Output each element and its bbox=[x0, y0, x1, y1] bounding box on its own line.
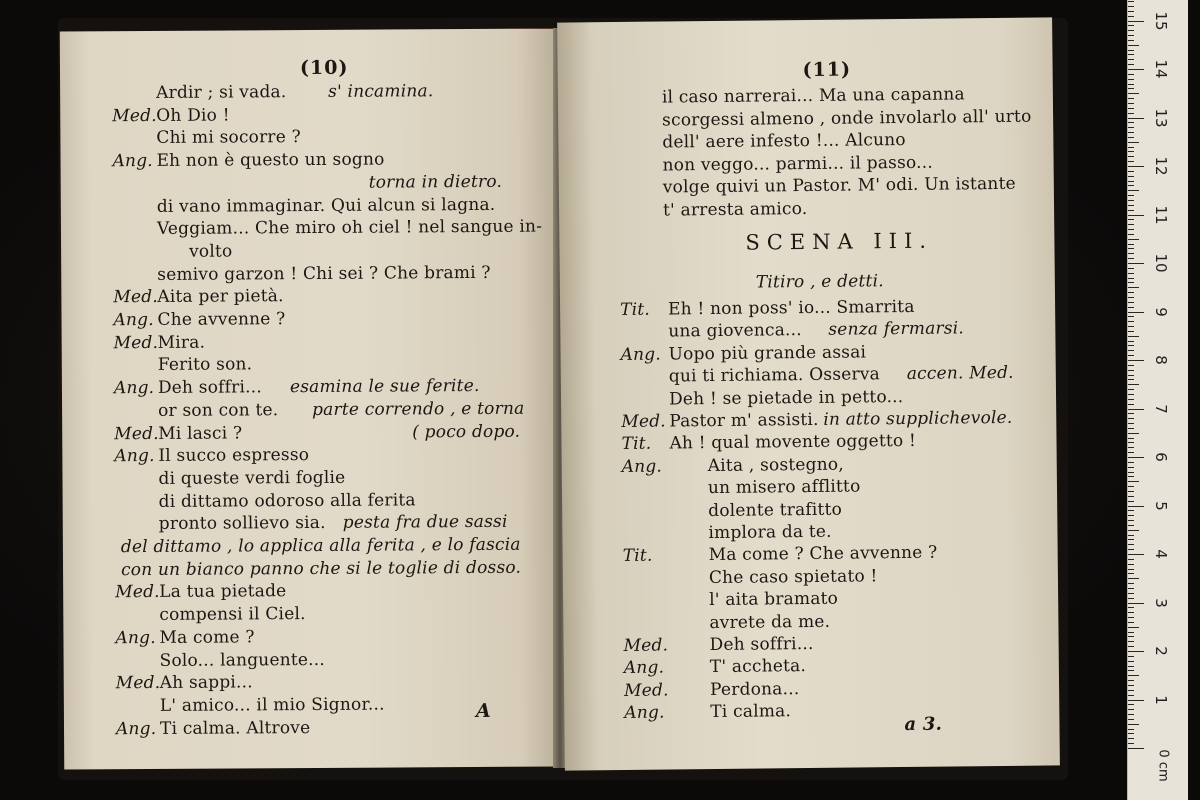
measurement-ruler bbox=[1127, 0, 1188, 800]
verse-line: di vano immaginar. Qui alcun si lagna. bbox=[156, 194, 496, 217]
stage-direction: pesta fra due sassi bbox=[342, 512, 508, 534]
right-page bbox=[557, 17, 1060, 770]
verse-line: Deh soffri... bbox=[157, 377, 262, 399]
verse-line: Che caso spietato ! bbox=[708, 566, 878, 588]
speaker-label: Tit. bbox=[620, 299, 651, 320]
ruler-tick bbox=[1128, 278, 1134, 279]
speaker-label: Med. bbox=[113, 287, 158, 308]
speaker-label: Med. bbox=[115, 582, 160, 603]
ruler-tick bbox=[1128, 423, 1134, 424]
stage-direction: ( poco dopo. bbox=[412, 421, 521, 442]
verse-line: L' amico... il mio Signor... bbox=[159, 694, 385, 716]
ruler-tick bbox=[1128, 50, 1134, 51]
ruler-tick bbox=[1128, 127, 1134, 128]
ruler-tick bbox=[1128, 666, 1134, 667]
ruler-tick bbox=[1128, 248, 1134, 249]
ruler-tick bbox=[1128, 428, 1134, 429]
verse-line: Uopo più grande assai bbox=[668, 342, 867, 365]
ruler-tick bbox=[1128, 161, 1134, 162]
stage-direction: senza fermarsi. bbox=[828, 318, 965, 341]
speaker-label: Ang. bbox=[621, 456, 663, 477]
speaker-label: Med. bbox=[623, 635, 669, 656]
ruler-tick bbox=[1128, 646, 1134, 647]
verse-line: Ardir ; si vada. bbox=[156, 82, 287, 103]
verse-line: il caso narrerai... Ma una capanna bbox=[661, 84, 965, 108]
speaker-label: Med. bbox=[115, 673, 161, 694]
ruler-tick bbox=[1128, 733, 1134, 734]
ruler-tick bbox=[1128, 224, 1134, 225]
ruler-tick bbox=[1128, 593, 1134, 594]
speaker-label: Ang. bbox=[112, 151, 153, 172]
ruler-tick bbox=[1128, 45, 1139, 46]
ruler-tick bbox=[1128, 617, 1134, 618]
ruler-tick bbox=[1128, 341, 1134, 342]
ruler-tick bbox=[1128, 544, 1134, 545]
ruler-tick bbox=[1128, 74, 1134, 75]
ruler-tick bbox=[1128, 118, 1144, 119]
ruler-tick bbox=[1128, 253, 1134, 254]
ruler-tick bbox=[1128, 312, 1144, 313]
ruler-tick bbox=[1128, 11, 1134, 12]
ruler-tick bbox=[1128, 467, 1134, 468]
ruler-tick bbox=[1128, 200, 1134, 201]
ruler-tick bbox=[1128, 588, 1134, 589]
ruler-tick bbox=[1128, 389, 1134, 390]
ruler-tick bbox=[1128, 263, 1144, 264]
verse-line: dell' aere infesto !... Alcuno bbox=[662, 130, 906, 153]
speaker-label: Tit. bbox=[621, 434, 652, 455]
ruler-tick bbox=[1128, 137, 1134, 138]
ruler-tick bbox=[1128, 515, 1134, 516]
ruler-tick bbox=[1128, 326, 1134, 327]
verse-line: Ma come ? bbox=[159, 627, 255, 648]
verse-line: Ferito son. bbox=[157, 354, 253, 376]
ruler-tick bbox=[1128, 438, 1134, 439]
verse-line: Ma come ? Che avvenne ? bbox=[708, 543, 938, 566]
ruler-tick bbox=[1128, 598, 1134, 599]
ruler-tick bbox=[1128, 627, 1139, 628]
verse-line: una giovenca... bbox=[668, 320, 802, 342]
speaker-label: Med. bbox=[621, 411, 666, 432]
speaker-label: Ang. bbox=[114, 446, 155, 467]
verse-line: di queste verdi foglie bbox=[158, 467, 346, 489]
ruler-tick bbox=[1128, 147, 1134, 148]
ruler-tick bbox=[1128, 447, 1134, 448]
ruler-tick bbox=[1128, 418, 1134, 419]
ruler-tick bbox=[1128, 331, 1134, 332]
ruler-tick bbox=[1128, 375, 1134, 376]
ruler-tick bbox=[1128, 6, 1134, 7]
ruler-tick bbox=[1128, 54, 1134, 55]
ruler-tick bbox=[1128, 486, 1134, 487]
ruler-tick bbox=[1128, 632, 1134, 633]
ruler-tick bbox=[1128, 472, 1134, 473]
verse-line: Perdona... bbox=[709, 678, 800, 700]
ruler-tick bbox=[1128, 98, 1134, 99]
signature-mark: a 3. bbox=[904, 713, 943, 736]
ruler-tick bbox=[1128, 539, 1134, 540]
ruler-tick bbox=[1128, 748, 1144, 749]
verse-line: Ah ! qual movente oggetto ! bbox=[669, 431, 917, 454]
verse-line: Mi lasci ? bbox=[158, 422, 243, 444]
ruler-tick bbox=[1128, 569, 1134, 570]
ruler-tick bbox=[1128, 239, 1139, 240]
ruler-tick bbox=[1128, 496, 1134, 497]
ruler-tick bbox=[1128, 573, 1134, 574]
verse-line: avrete da me. bbox=[709, 611, 831, 633]
stage-direction: s' incamina. bbox=[328, 81, 434, 102]
ruler-tick bbox=[1128, 190, 1139, 191]
verse-line: Deh soffri... bbox=[709, 633, 814, 656]
ruler-tick bbox=[1128, 132, 1134, 133]
ruler-tick bbox=[1128, 442, 1134, 443]
ruler-tick bbox=[1128, 268, 1134, 269]
ruler-tick bbox=[1128, 525, 1134, 526]
ruler-tick bbox=[1128, 282, 1134, 283]
verse-line: volge quivi un Pastor. M' odi. Un istante bbox=[662, 174, 1016, 198]
speaker-label: Ang. bbox=[624, 702, 665, 724]
ruler-tick bbox=[1128, 695, 1134, 696]
ruler-tick bbox=[1128, 399, 1134, 400]
ruler-tick bbox=[1128, 501, 1134, 502]
ruler-number: 9 bbox=[1152, 307, 1170, 317]
ruler-tick bbox=[1128, 30, 1134, 31]
speaker-label: Ang. bbox=[623, 657, 665, 679]
ruler-tick bbox=[1128, 355, 1134, 356]
ruler-tick bbox=[1128, 16, 1134, 17]
ruler-tick bbox=[1128, 510, 1134, 511]
ruler-tick bbox=[1128, 603, 1144, 604]
ruler-tick bbox=[1128, 559, 1134, 560]
ruler-tick bbox=[1128, 384, 1139, 385]
ruler-tick bbox=[1128, 481, 1139, 482]
ruler-number: 13 bbox=[1152, 108, 1170, 128]
ruler-tick bbox=[1128, 103, 1134, 104]
ruler-tick bbox=[1128, 307, 1134, 308]
verse-line: compensi il Ciel. bbox=[159, 604, 306, 626]
ruler-tick bbox=[1128, 79, 1134, 80]
ruler-tick bbox=[1128, 88, 1134, 89]
stage-direction: torna in dietro. bbox=[368, 171, 503, 193]
speaker-label: Ang. bbox=[113, 309, 154, 331]
ruler-tick bbox=[1128, 709, 1134, 710]
ruler-tick bbox=[1128, 452, 1134, 453]
verse-line: Eh ! non poss' io... Smarrita bbox=[668, 296, 915, 320]
ruler-tick bbox=[1128, 273, 1134, 274]
ruler-tick bbox=[1128, 321, 1134, 322]
ruler-tick bbox=[1128, 636, 1134, 637]
ruler-tick bbox=[1128, 491, 1134, 492]
ruler-tick bbox=[1128, 345, 1134, 346]
stage-direction: con un bianco panno che si le toglie di dosso. bbox=[120, 557, 522, 580]
ruler-tick bbox=[1128, 724, 1139, 725]
ruler-tick bbox=[1128, 743, 1134, 744]
left-page bbox=[60, 28, 561, 769]
ruler-tick bbox=[1128, 394, 1134, 395]
ruler-tick bbox=[1128, 370, 1134, 371]
ruler-tick bbox=[1128, 738, 1134, 739]
ruler-tick bbox=[1128, 656, 1134, 657]
verse-line: Ti calma. bbox=[710, 701, 792, 723]
speaker-label: Ang. bbox=[115, 627, 156, 648]
ruler-tick bbox=[1128, 607, 1134, 608]
speaker-label: Med. bbox=[112, 105, 157, 126]
ruler-number: 14 bbox=[1152, 59, 1170, 79]
verse-line: implora da te. bbox=[708, 521, 832, 544]
ruler-tick bbox=[1128, 181, 1134, 182]
verse-line: non veggo... parmi... il passo... bbox=[662, 152, 934, 176]
ruler-tick bbox=[1128, 108, 1134, 109]
speaker-label: Tit. bbox=[622, 546, 653, 567]
ruler-tick bbox=[1128, 64, 1134, 65]
ruler-number: 11 bbox=[1152, 205, 1170, 225]
ruler-tick bbox=[1128, 714, 1134, 715]
ruler-tick bbox=[1128, 690, 1134, 691]
verse-line: Ah sappi... bbox=[159, 672, 253, 694]
ruler-tick bbox=[1128, 219, 1134, 220]
verse-line: Deh ! se pietade in petto... bbox=[668, 386, 904, 410]
ruler-tick bbox=[1128, 549, 1134, 550]
verse-line: semivo garzon ! Chi sei ? Che brami ? bbox=[157, 262, 491, 285]
ruler-number: 6 bbox=[1152, 452, 1170, 462]
stage-direction: esamina le sue ferite. bbox=[289, 376, 480, 398]
verse-line: or son con te. bbox=[158, 399, 279, 421]
speaker-label: Ang. bbox=[113, 378, 155, 399]
ruler-tick bbox=[1128, 171, 1134, 172]
ruler-number: 1 bbox=[1152, 695, 1170, 705]
scene-heading: SCENA III. bbox=[745, 228, 934, 255]
ruler-tick bbox=[1128, 409, 1144, 410]
ruler-tick bbox=[1128, 35, 1134, 36]
ruler-tick bbox=[1128, 433, 1139, 434]
page-number: (10) bbox=[299, 56, 349, 80]
ruler-tick bbox=[1128, 622, 1134, 623]
ruler-number: 10 bbox=[1152, 253, 1170, 273]
speaker-label: Med. bbox=[113, 332, 159, 353]
ruler-tick bbox=[1128, 520, 1134, 521]
verse-line: un misero afflitto bbox=[707, 476, 861, 499]
verse-line: volto bbox=[189, 241, 233, 262]
verse-line: Mira. bbox=[157, 332, 206, 353]
stage-direction: del dittamo , lo applica alla ferita , e lo fascia bbox=[120, 534, 521, 558]
ruler-tick bbox=[1128, 244, 1134, 245]
ruler-number: 15 bbox=[1152, 11, 1170, 31]
ruler-tick bbox=[1128, 166, 1144, 167]
ruler-tick bbox=[1128, 670, 1134, 671]
verse-line: l' aita bramato bbox=[709, 588, 839, 611]
ruler-tick bbox=[1128, 21, 1144, 22]
ruler-tick bbox=[1128, 84, 1134, 85]
speaker-label: Ang. bbox=[115, 718, 157, 739]
ruler-tick bbox=[1128, 476, 1134, 477]
ruler-tick bbox=[1128, 365, 1134, 366]
verse-line: Il succo espresso bbox=[158, 445, 310, 467]
ruler-tick bbox=[1128, 156, 1134, 157]
ruler-number: 3 bbox=[1152, 598, 1170, 608]
ruler-tick bbox=[1128, 457, 1144, 458]
verse-line: Che avvenne ? bbox=[157, 309, 286, 330]
ruler-tick bbox=[1128, 729, 1134, 730]
signature-mark: A bbox=[475, 699, 491, 722]
ruler-tick bbox=[1128, 336, 1139, 337]
ruler-tick bbox=[1128, 506, 1144, 507]
ruler-tick bbox=[1128, 554, 1144, 555]
ruler-number: 5 bbox=[1152, 501, 1170, 511]
verse-line: Oh Dio ! bbox=[156, 105, 230, 126]
ruler-number: 12 bbox=[1152, 156, 1170, 176]
ruler-tick bbox=[1128, 205, 1134, 206]
ruler-tick bbox=[1128, 704, 1134, 705]
ruler-tick bbox=[1128, 680, 1134, 681]
ruler-unit-label: 0 cm bbox=[1155, 749, 1171, 782]
scene-cast: Titiro , e detti. bbox=[755, 271, 884, 293]
verse-line: La tua pietade bbox=[159, 581, 287, 603]
ruler-tick bbox=[1128, 535, 1134, 536]
ruler-tick bbox=[1128, 287, 1139, 288]
stage-direction: parte correndo , e torna bbox=[312, 398, 525, 420]
stage-direction: in atto supplichevole. bbox=[823, 407, 1013, 430]
ruler-number: 4 bbox=[1152, 549, 1170, 559]
verse-line: Solo... languente... bbox=[159, 649, 325, 671]
verse-line: dolente trafitto bbox=[708, 499, 843, 521]
ruler-tick bbox=[1128, 142, 1139, 143]
ruler-tick bbox=[1128, 59, 1134, 60]
verse-line: qui ti richiama. Osserva bbox=[668, 364, 881, 387]
verse-line: Eh non è questo un sogno bbox=[156, 149, 385, 172]
ruler-tick bbox=[1128, 719, 1134, 720]
stage-direction: accen. Med. bbox=[906, 363, 1014, 385]
ruler-tick bbox=[1128, 675, 1139, 676]
ruler-tick bbox=[1128, 413, 1134, 414]
ruler-tick bbox=[1128, 176, 1134, 177]
ruler-tick bbox=[1128, 350, 1134, 351]
speaker-label: Med. bbox=[114, 423, 159, 444]
ruler-tick bbox=[1128, 360, 1144, 361]
ruler-tick bbox=[1128, 229, 1134, 230]
ruler-number: 8 bbox=[1152, 355, 1170, 365]
ruler-tick bbox=[1128, 292, 1134, 293]
ruler-tick bbox=[1128, 215, 1144, 216]
ruler-number: 2 bbox=[1152, 646, 1170, 656]
ruler-tick bbox=[1128, 404, 1134, 405]
verse-line: T' accheta. bbox=[709, 656, 807, 678]
verse-line: Aita , sostegno, bbox=[707, 454, 844, 476]
ruler-tick bbox=[1128, 316, 1134, 317]
ruler-tick bbox=[1128, 40, 1134, 41]
ruler-tick bbox=[1128, 651, 1144, 652]
verse-line: t' arresta amico. bbox=[662, 199, 808, 221]
ruler-tick bbox=[1128, 258, 1134, 259]
ruler-tick bbox=[1128, 583, 1134, 584]
ruler-tick bbox=[1128, 210, 1134, 211]
ruler-tick bbox=[1128, 69, 1144, 70]
ruler-tick bbox=[1128, 564, 1134, 565]
ruler-tick bbox=[1128, 113, 1134, 114]
ruler-tick bbox=[1128, 302, 1134, 303]
ruler-tick bbox=[1128, 530, 1139, 531]
ruler-tick bbox=[1128, 122, 1134, 123]
ruler-tick bbox=[1128, 578, 1139, 579]
ruler-tick bbox=[1128, 93, 1139, 94]
verse-line: Chi mi socorre ? bbox=[156, 127, 301, 149]
verse-line: pronto sollievo sia. bbox=[158, 513, 326, 535]
ruler-tick bbox=[1128, 185, 1134, 186]
ruler-tick bbox=[1128, 195, 1134, 196]
ruler-tick bbox=[1128, 25, 1134, 26]
speaker-label: Med. bbox=[623, 680, 669, 701]
ruler-tick bbox=[1128, 612, 1134, 613]
verse-line: di dittamo odoroso alla ferita bbox=[158, 489, 416, 512]
ruler-tick bbox=[1128, 685, 1134, 686]
ruler-tick bbox=[1128, 1, 1134, 2]
ruler-tick bbox=[1128, 234, 1134, 235]
verse-line: scorgessi almeno , onde involarlo all' urto bbox=[662, 106, 1032, 131]
ruler-tick bbox=[1128, 641, 1134, 642]
ruler-tick bbox=[1128, 661, 1134, 662]
ruler-tick bbox=[1128, 151, 1134, 152]
speaker-label: Ang. bbox=[620, 344, 661, 365]
ruler-tick bbox=[1128, 700, 1144, 701]
ruler-tick bbox=[1128, 462, 1134, 463]
verse-line: Aita per pietà. bbox=[157, 286, 284, 308]
page-number: (11) bbox=[802, 58, 852, 82]
verse-line: Veggiam... Che miro oh ciel ! nel sangue in- bbox=[156, 216, 543, 240]
ruler-tick bbox=[1128, 379, 1134, 380]
ruler-tick bbox=[1128, 297, 1134, 298]
verse-line: Pastor m' assisti. bbox=[669, 409, 819, 432]
verse-line: Ti calma. Altrove bbox=[159, 717, 311, 739]
ruler-number: 7 bbox=[1152, 404, 1170, 414]
